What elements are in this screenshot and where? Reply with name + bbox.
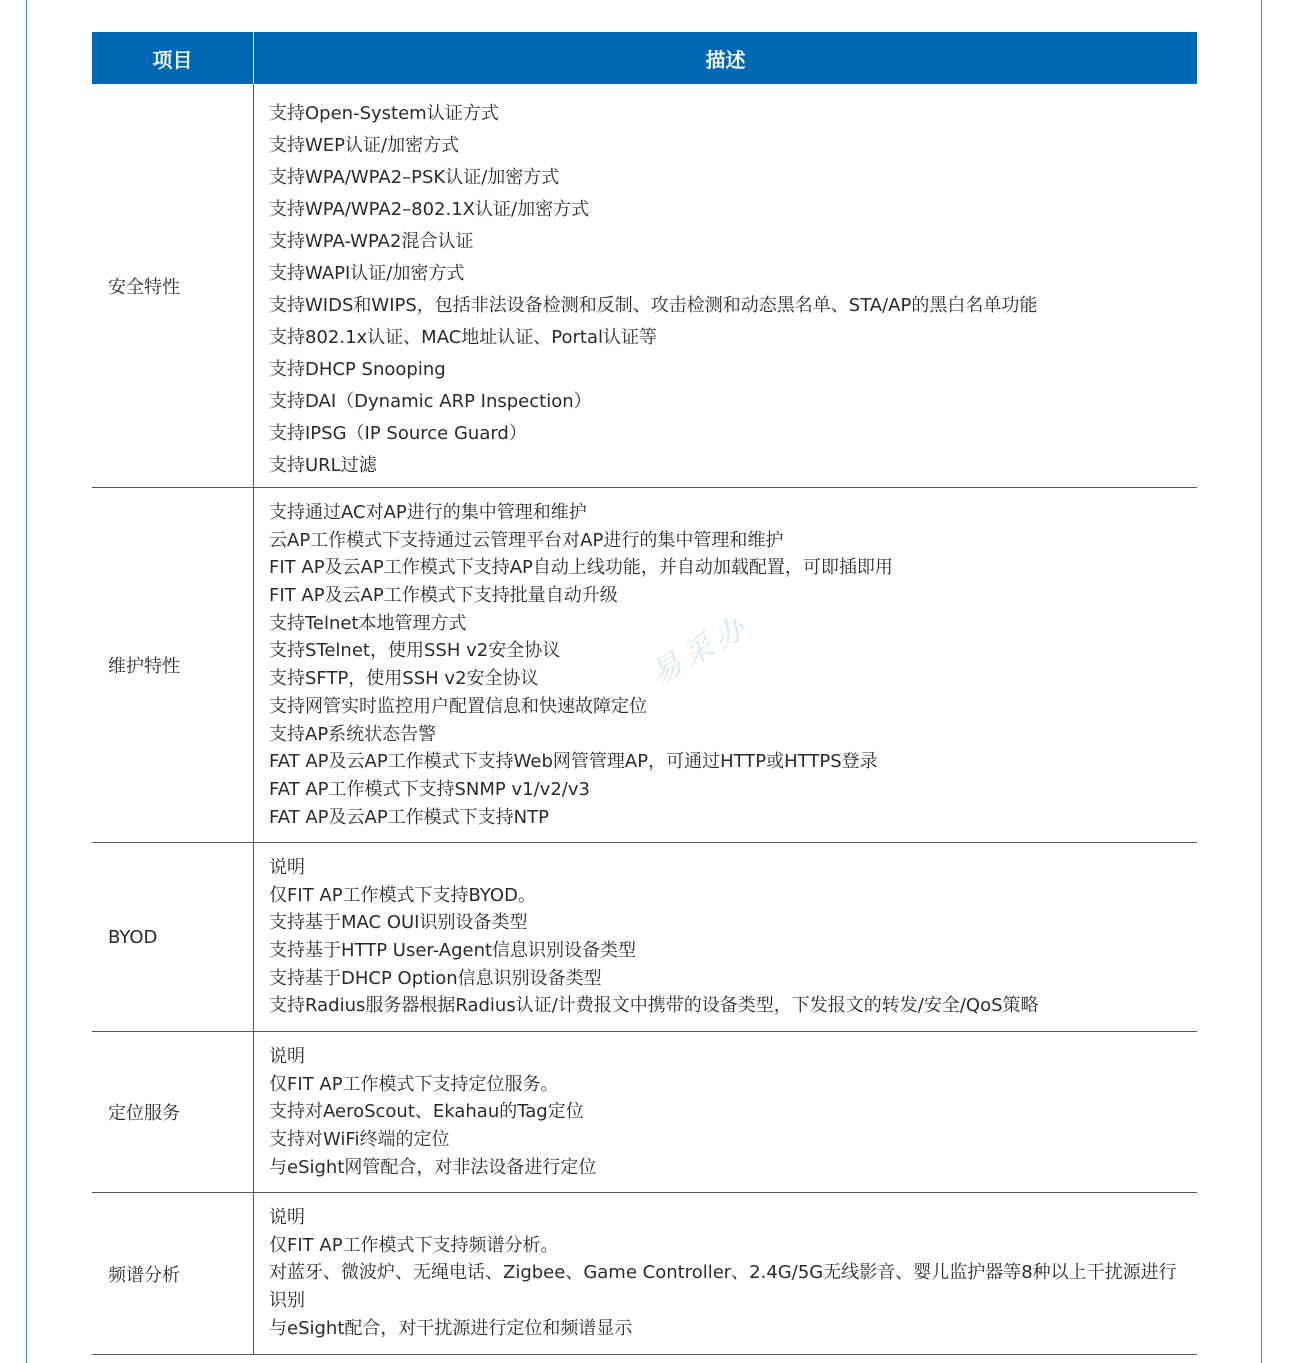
row-item-label: 安全特性 <box>92 84 254 487</box>
header-item: 项目 <box>92 32 254 84</box>
description-line: 支持对WiFi终端的定位 <box>269 1129 450 1151</box>
description-line: 与eSight网管配合，对非法设备进行定位 <box>269 1156 597 1178</box>
row-description <box>254 843 1197 1031</box>
description-line: 支持基于DHCP Option信息识别设备类型 <box>269 967 602 989</box>
table-row-maintenance <box>92 488 1197 843</box>
description-line: 支持WPA/WPA2–PSK认证/加密方式 <box>269 167 560 188</box>
row-item-label: 定位服务 <box>92 1032 254 1192</box>
description-line: 云AP工作模式下支持通过云管理平台对AP进行的集中管理和维护 <box>269 529 784 551</box>
table-row-byod <box>92 843 1197 1032</box>
row-description <box>254 1032 1197 1192</box>
description-line: 支持IPSG（IP Source Guard） <box>269 423 527 444</box>
description-line: 支持基于HTTP User-Agent信息识别设备类型 <box>269 940 637 962</box>
description-line: 支持Open-System认证方式 <box>269 103 499 124</box>
spec-table <box>92 32 1197 1355</box>
description-line: FAT AP及云AP工作模式下支持NTP <box>269 806 549 828</box>
description-line: 支持基于MAC OUI识别设备类型 <box>269 912 528 934</box>
description-line: 支持对AeroScout、Ekahau的Tag定位 <box>269 1101 584 1123</box>
description-line: 支持网管实时监控用户配置信息和快速故障定位 <box>269 695 647 717</box>
description-line: 支持STelnet，使用SSH v2安全协议 <box>269 640 561 662</box>
description-line: 支持WAPI认证/加密方式 <box>269 263 465 284</box>
description-line: 支持WIDS和WIPS，包括非法设备检测和反制、攻击检测和动态黑名单、STA/AP的黑白名单功能 <box>269 295 1038 316</box>
description-line: 支持Radius服务器根据Radius认证/计费报文中携带的设备类型，下发报文的转发/安全/QoS策略 <box>269 995 1039 1017</box>
row-description <box>254 488 1197 842</box>
row-description <box>254 1193 1197 1354</box>
description-line: 对蓝牙、微波炉、无绳电话、Zigbee、Game Controller、2.4G/5G无线影音、婴儿监护器等8种以上干扰源进行识别 <box>269 1262 1177 1312</box>
description-line: 仅FIT AP工作模式下支持频谱分析。 <box>269 1234 559 1256</box>
description-note: 说明 <box>269 1207 305 1228</box>
description-line: FAT AP及云AP工作模式下支持Web网管管理AP，可通过HTTP或HTTPS登录 <box>269 751 878 773</box>
description-line: 支持DHCP Snooping <box>269 359 446 380</box>
description-line: 与eSight配合，对干扰源进行定位和频谱显示 <box>269 1317 633 1339</box>
description-line: 仅FIT AP工作模式下支持BYOD。 <box>269 884 536 906</box>
table-row-spectrum <box>92 1193 1197 1355</box>
description-note: 说明 <box>269 857 305 878</box>
table-row-location <box>92 1032 1197 1193</box>
row-item-label: BYOD <box>92 843 254 1031</box>
description-line: 支持SFTP，使用SSH v2安全协议 <box>269 668 539 690</box>
description-line: 支持Telnet本地管理方式 <box>269 612 467 634</box>
row-item-label: 维护特性 <box>92 488 254 842</box>
description-line: 支持DAI（Dynamic ARP Inspection） <box>269 391 592 412</box>
description-line: 仅FIT AP工作模式下支持定位服务。 <box>269 1073 559 1095</box>
description-line: 支持WEP认证/加密方式 <box>269 135 460 156</box>
header-description: 描述 <box>705 47 746 72</box>
description-line: FIT AP及云AP工作模式下支持批量自动升级 <box>269 585 618 607</box>
row-description <box>254 84 1197 487</box>
row-item-label: 频谱分析 <box>92 1193 254 1354</box>
description-line: 支持URL过滤 <box>269 455 377 476</box>
description-line: FAT AP工作模式下支持SNMP v1/v2/v3 <box>269 778 590 800</box>
description-line: 支持WPA-WPA2混合认证 <box>269 231 474 252</box>
table-header <box>92 32 1197 84</box>
description-line: 支持WPA/WPA2–802.1X认证/加密方式 <box>269 199 590 220</box>
description-line: 支持通过AC对AP进行的集中管理和维护 <box>269 502 587 523</box>
description-line: 支持AP系统状态告警 <box>269 723 437 745</box>
table-row-security <box>92 84 1197 488</box>
description-line: 支持802.1x认证、MAC地址认证、Portal认证等 <box>269 327 657 348</box>
description-line: FIT AP及云AP工作模式下支持AP自动上线功能，并自动加载配置，可即插即用 <box>269 557 893 579</box>
watermark: 易采办 <box>645 607 757 693</box>
description-note: 说明 <box>269 1046 305 1067</box>
